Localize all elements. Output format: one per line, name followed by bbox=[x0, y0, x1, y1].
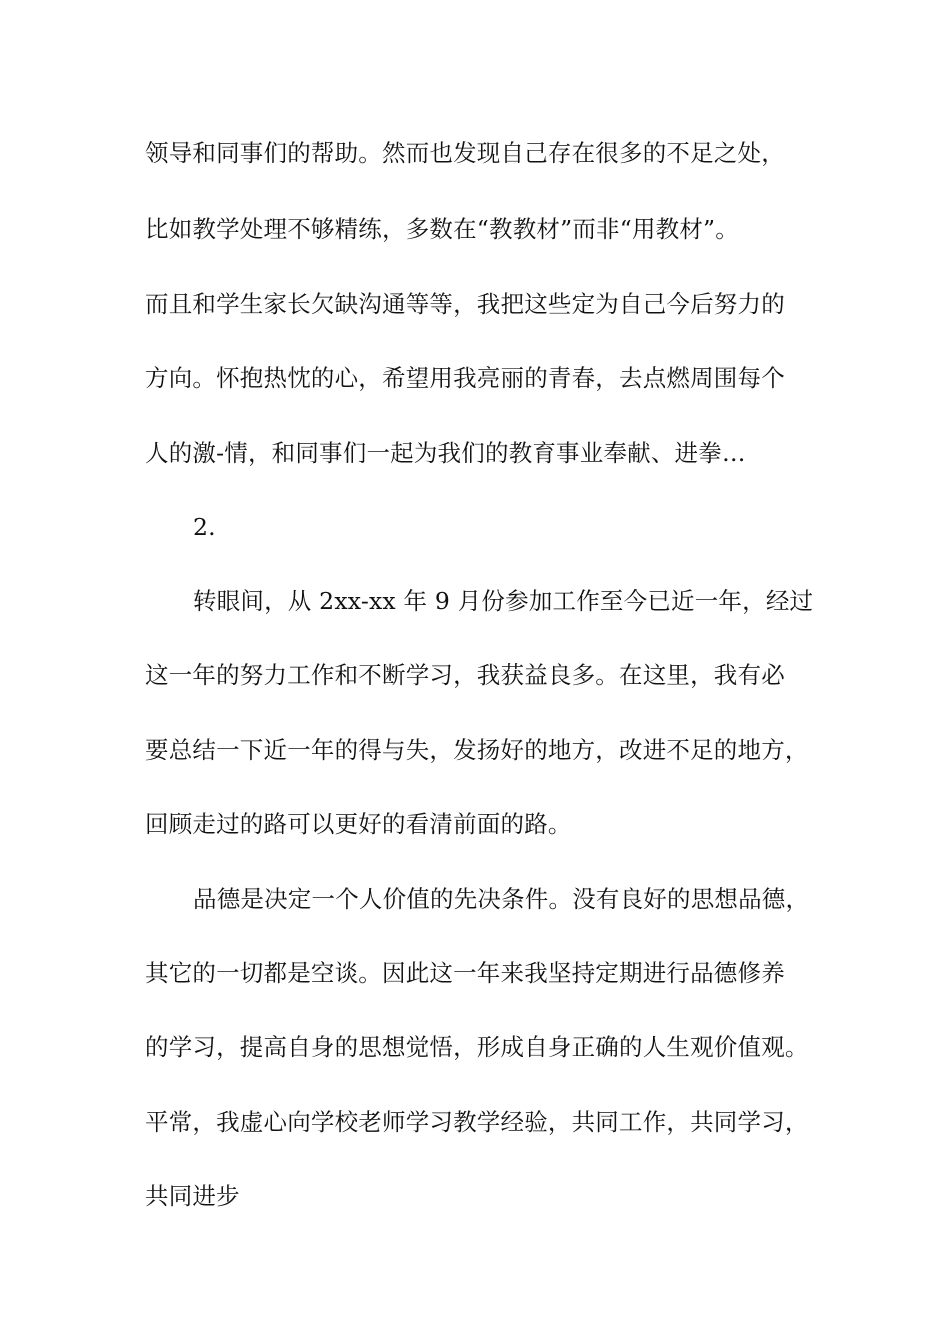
text-line: 回顾走过的路可以更好的看清前面的路。 bbox=[145, 810, 572, 838]
text-line: 其它的一切都是空谈。因此这一年来我坚持定期进行品德修养 bbox=[145, 959, 785, 987]
text-line: 领导和同事们的帮助。然而也发现自己存在很多的不足之处， bbox=[145, 139, 785, 167]
text-line: 共同进步 bbox=[145, 1182, 240, 1210]
text-line: 平常，我虚心向学校老师学习教学经验，共同工作，共同学习， bbox=[145, 1108, 809, 1136]
text-line: 这一年的努力工作和不断学习，我获益良多。在这里，我有必 bbox=[145, 661, 785, 689]
text-line: 而且和学生家长欠缺沟通等等，我把这些定为自己今后努力的 bbox=[145, 290, 785, 318]
paragraph-first-line: 转眼间，从 2xx-xx 年 9 月份参加工作至今已近一年，经过 bbox=[193, 587, 814, 615]
text-line: 比如教学处理不够精练，多数在“教教材”而非“用教材”。 bbox=[145, 215, 739, 243]
text-line: 要总结一下近一年的得与失，发扬好的地方，改进不足的地方， bbox=[145, 736, 809, 764]
text-line: 方向。怀抱热忱的心，希望用我亮丽的青春，去点燃周围每个 bbox=[145, 364, 785, 392]
text-line: 的学习，提高自身的思想觉悟，形成自身正确的人生观价值观。 bbox=[145, 1033, 809, 1061]
section-number: 2. bbox=[193, 513, 216, 541]
text-line: 人的激-情，和同事们一起为我们的教育事业奉献、进拳… bbox=[145, 439, 746, 467]
paragraph-first-line: 品德是决定一个人价值的先决条件。没有良好的思想品德， bbox=[193, 885, 810, 913]
